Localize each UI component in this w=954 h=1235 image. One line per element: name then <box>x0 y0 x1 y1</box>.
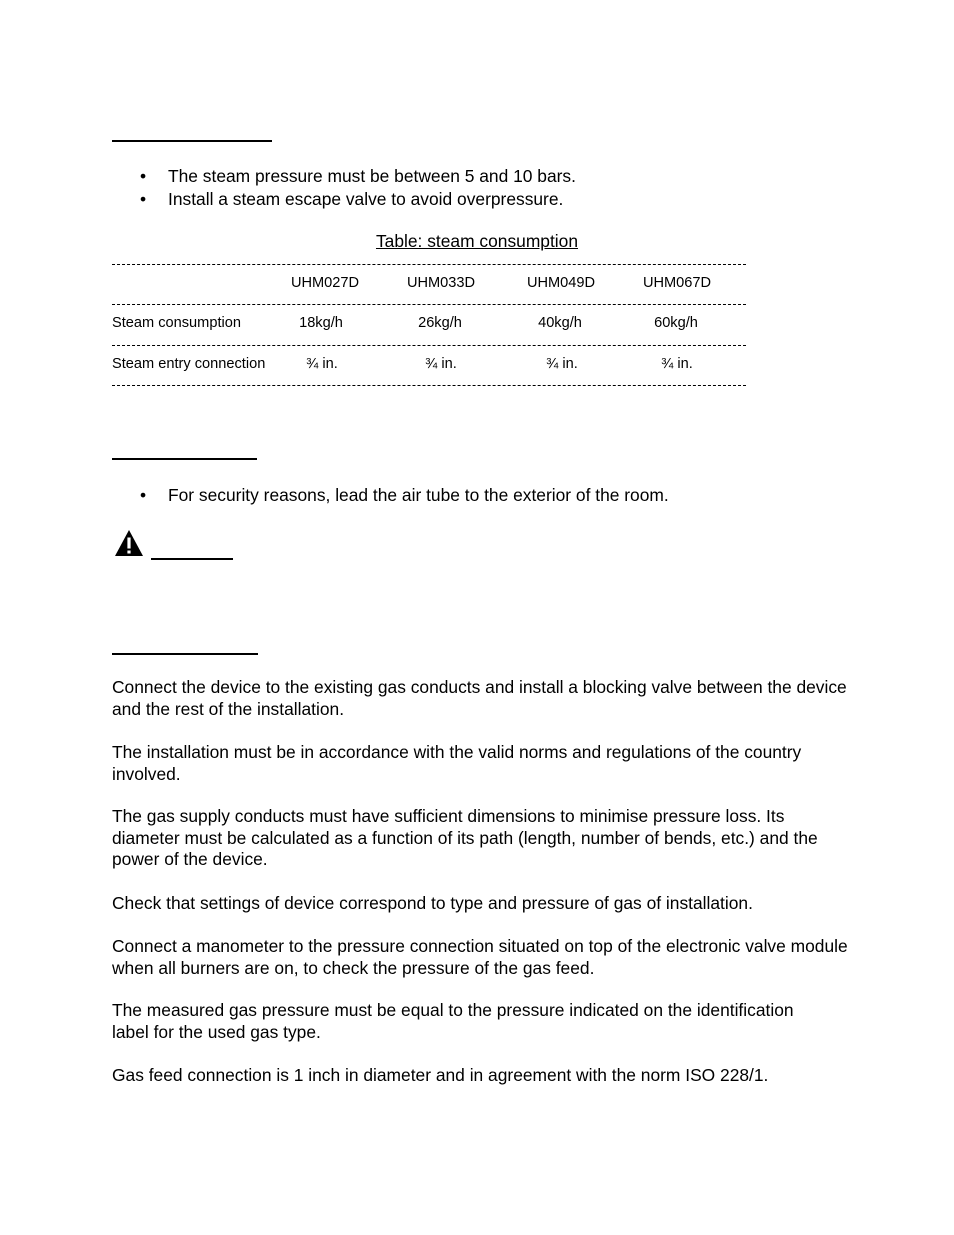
table-cell: 40kg/h <box>538 315 582 331</box>
air-heading-rule <box>112 458 257 460</box>
paragraph: The measured gas pressure must be equal to the pressure indicated on the identification label for the used gas type. <box>112 1000 794 1042</box>
gas-heading-rule <box>112 653 258 655</box>
bullet-text: Install a steam escape valve to avoid overpressure. <box>168 189 564 209</box>
table-row-label: Steam entry connection <box>112 356 266 372</box>
list-item <box>140 165 576 187</box>
table-cell: 18kg/h <box>299 315 343 331</box>
table-cell: ¾ in. <box>425 356 457 372</box>
warning-icon <box>114 529 144 557</box>
paragraph: Gas feed connection is 1 inch in diameter and in agreement with the norm ISO 228/1. <box>112 1065 769 1085</box>
table-header-cell: UHM027D <box>290 275 360 291</box>
table-cell: 26kg/h <box>418 315 462 331</box>
paragraph: Connect a manometer to the pressure connection situated on top of the electronic valve module when all burners are on, to check the pressure of the gas feed. <box>112 936 848 978</box>
table-cell: ¾ in. <box>546 356 578 372</box>
list-item <box>140 188 563 210</box>
table-header-cell: UHM067D <box>642 275 712 291</box>
bullet-icon: • <box>140 166 147 186</box>
bullet-text: For security reasons, lead the air tube to the exterior of the room. <box>168 485 669 505</box>
table-cell: ¾ in. <box>306 356 338 372</box>
warning-heading-rule <box>151 558 233 560</box>
table-caption: Table: steam consumption <box>375 231 579 251</box>
table-divider <box>112 345 746 346</box>
table-header-cell: UHM049D <box>526 275 596 291</box>
table-cell: 60kg/h <box>654 315 698 331</box>
bullet-icon: • <box>140 485 147 505</box>
steam-heading-rule <box>112 140 272 142</box>
bullet-icon: • <box>140 189 147 209</box>
table-divider <box>112 385 746 386</box>
paragraph: Connect the device to the existing gas conducts and install a blocking valve between the device and the rest of the installation. <box>112 677 847 719</box>
paragraph: The gas supply conducts must have sufficient dimensions to minimise pressure loss. Its diameter must be calculated as a function of its path (length, number of bends, etc.) and the power of the device. <box>112 806 818 869</box>
table-divider <box>112 304 746 305</box>
table-header-cell: UHM033D <box>406 275 476 291</box>
table-row-label: Steam consumption <box>112 315 241 331</box>
table-divider <box>112 264 746 265</box>
paragraph: Check that settings of device correspond to type and pressure of gas of installation. <box>112 893 753 913</box>
paragraph: The installation must be in accordance with the valid norms and regulations of the country involved. <box>112 742 802 784</box>
list-item <box>140 484 669 506</box>
bullet-text: The steam pressure must be between 5 and 10 bars. <box>168 166 576 186</box>
table-cell: ¾ in. <box>661 356 693 372</box>
